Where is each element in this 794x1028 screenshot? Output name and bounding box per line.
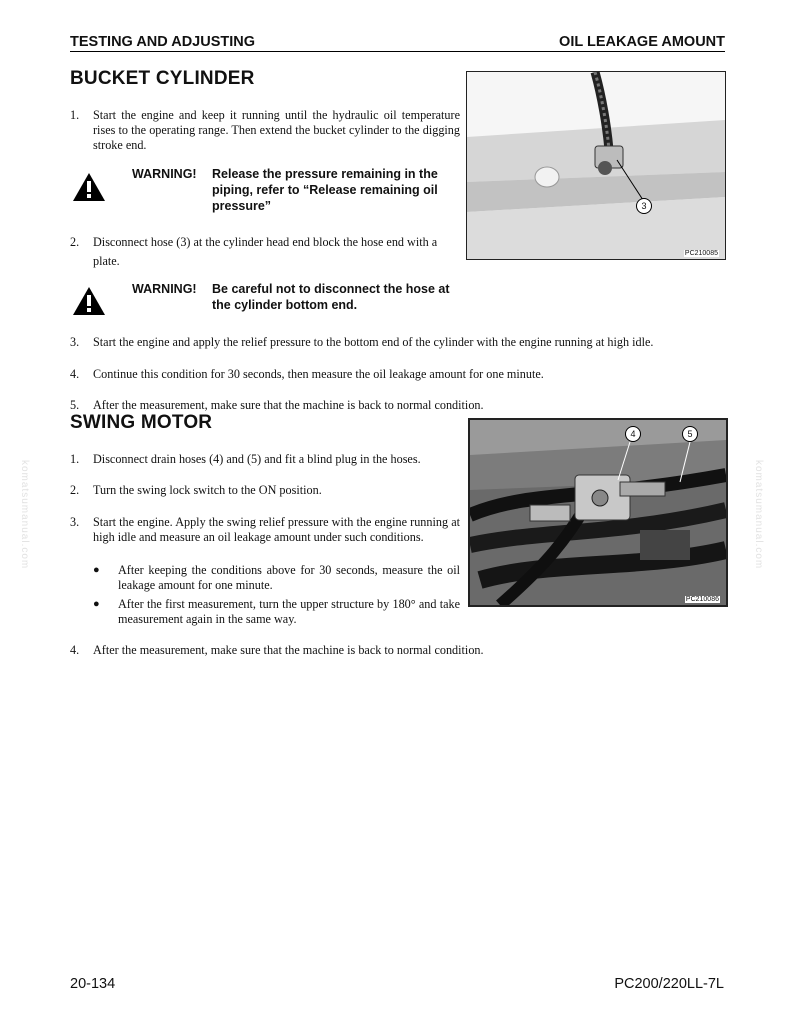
header-section: TESTING AND ADJUSTING [70,34,256,50]
warning-triangle-icon [72,172,106,202]
model-number: PC200/220LL-7L [614,976,724,992]
warning-label: WARNING! [132,282,197,296]
warning-text: Be careful not to disconnect the hose at the cylinder bottom end. [212,282,450,312]
bullet-mark: ● [93,564,100,576]
bucket-cylinder-figure [466,71,726,260]
step-number: 4. [70,643,80,657]
step-number: 2. [70,483,80,497]
bucket-cylinder-photo [467,72,725,259]
callout-5: 5 [682,426,698,442]
page-number: 20-134 [70,976,116,992]
step-number: 1. [70,108,80,122]
step-text: Start the engine and keep it running until the hydraulic oil temperature rises to the operating range. Then extend the bucket cylinder to the digging stroke end. [93,108,460,153]
watermark-left: komatsumanual.com [19,460,30,570]
step-text: After the measurement, make sure that the machine is back to normal condition. [93,643,484,657]
callout-4: 4 [625,426,641,442]
step-text: Start the engine. Apply the swing relief pressure with the engine running at high idle and measure an oil leakage amount under such conditions. [93,515,460,545]
watermark-right: komatsumanual.com [753,460,764,570]
step-text: After the measurement, make sure that the machine is back to normal condition. [93,398,484,412]
header-topic: OIL LEAKAGE AMOUNT [559,34,725,50]
bullet-text: After the first measurement, turn the upper structure by 180° and take measurement again in the same way. [118,597,460,627]
bullet-mark: ● [93,598,100,610]
step-text: Turn the swing lock switch to the ON position. [93,483,322,497]
step-number: 1. [70,452,80,466]
step-number: 2. [70,235,80,249]
warning-triangle-icon [72,286,106,316]
running-header [70,34,725,52]
callout-3: 3 [636,198,652,214]
step-number: 4. [70,367,80,381]
step-number: 3. [70,515,80,529]
swing-motor-figure [468,418,728,607]
bucket-cylinder-heading: BUCKET CYLINDER [70,68,255,89]
bullet-text: After keeping the conditions above for 30 seconds, measure the oil leakage amount for one minute. [118,563,460,593]
figure-code: PC210086 [685,596,719,603]
step-number: 5. [70,398,80,412]
step-number: 3. [70,335,80,349]
step-text: Disconnect drain hoses (4) and (5) and fit a blind plug in the hoses. [93,452,421,466]
warning-text: Release the pressure remaining in the piping, refer to “Release remaining oil pressure” [212,167,438,213]
step-text: Continue this condition for 30 seconds, then measure the oil leakage amount for one minute. [93,367,544,381]
swing-motor-photo [470,420,726,605]
figure-code: PC210085 [684,250,718,257]
swing-motor-heading: SWING MOTOR [70,412,213,433]
step-text: Disconnect hose (3) at the cylinder head end block the hose end with a plate. [93,235,438,268]
step-text: Start the engine and apply the relief pressure to the bottom end of the cylinder with the engine running at high idle. [93,335,654,349]
warning-label: WARNING! [132,167,197,181]
